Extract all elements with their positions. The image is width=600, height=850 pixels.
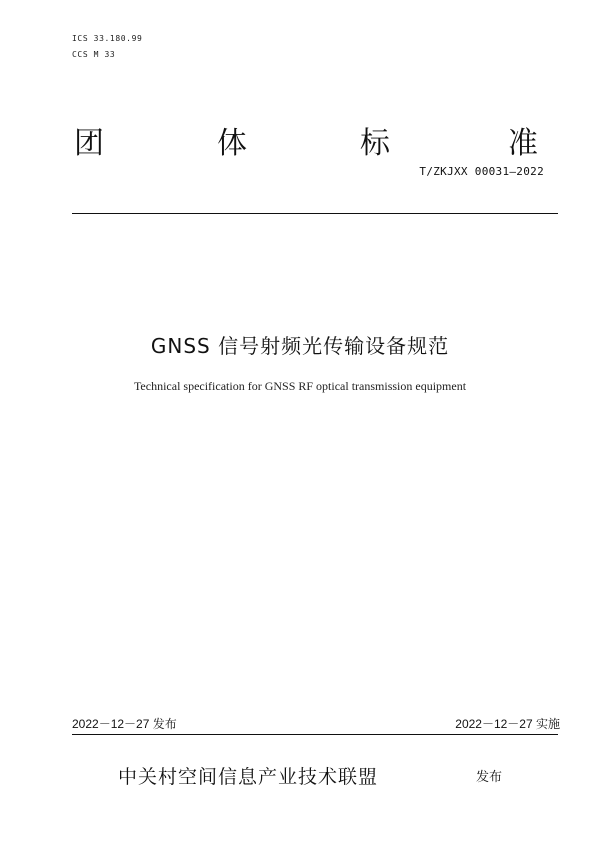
header-rule	[72, 213, 558, 214]
implement-date: 2022－12－27 实施	[455, 717, 560, 731]
footer-rule	[72, 734, 558, 735]
ccs-code: CCS M 33	[72, 50, 116, 59]
publishing-organization: 中关村空间信息产业技术联盟	[118, 766, 379, 788]
category-char-4: 准	[508, 126, 538, 161]
standard-number: T/ZKJXX 00031—2022	[419, 165, 544, 178]
publish-label: 发布	[476, 770, 503, 785]
english-title: Technical specification for GNSS RF optical transmission equipment	[133, 379, 467, 393]
category-char-1: 团	[74, 126, 104, 161]
category-char-3: 标	[360, 126, 390, 161]
issue-date: 2022－12－27 发布	[72, 717, 177, 731]
ics-code: ICS 33.180.99	[72, 34, 143, 43]
category-char-2: 体	[217, 126, 247, 161]
main-title: GNSS 信号射频光传输设备规范	[150, 334, 450, 358]
